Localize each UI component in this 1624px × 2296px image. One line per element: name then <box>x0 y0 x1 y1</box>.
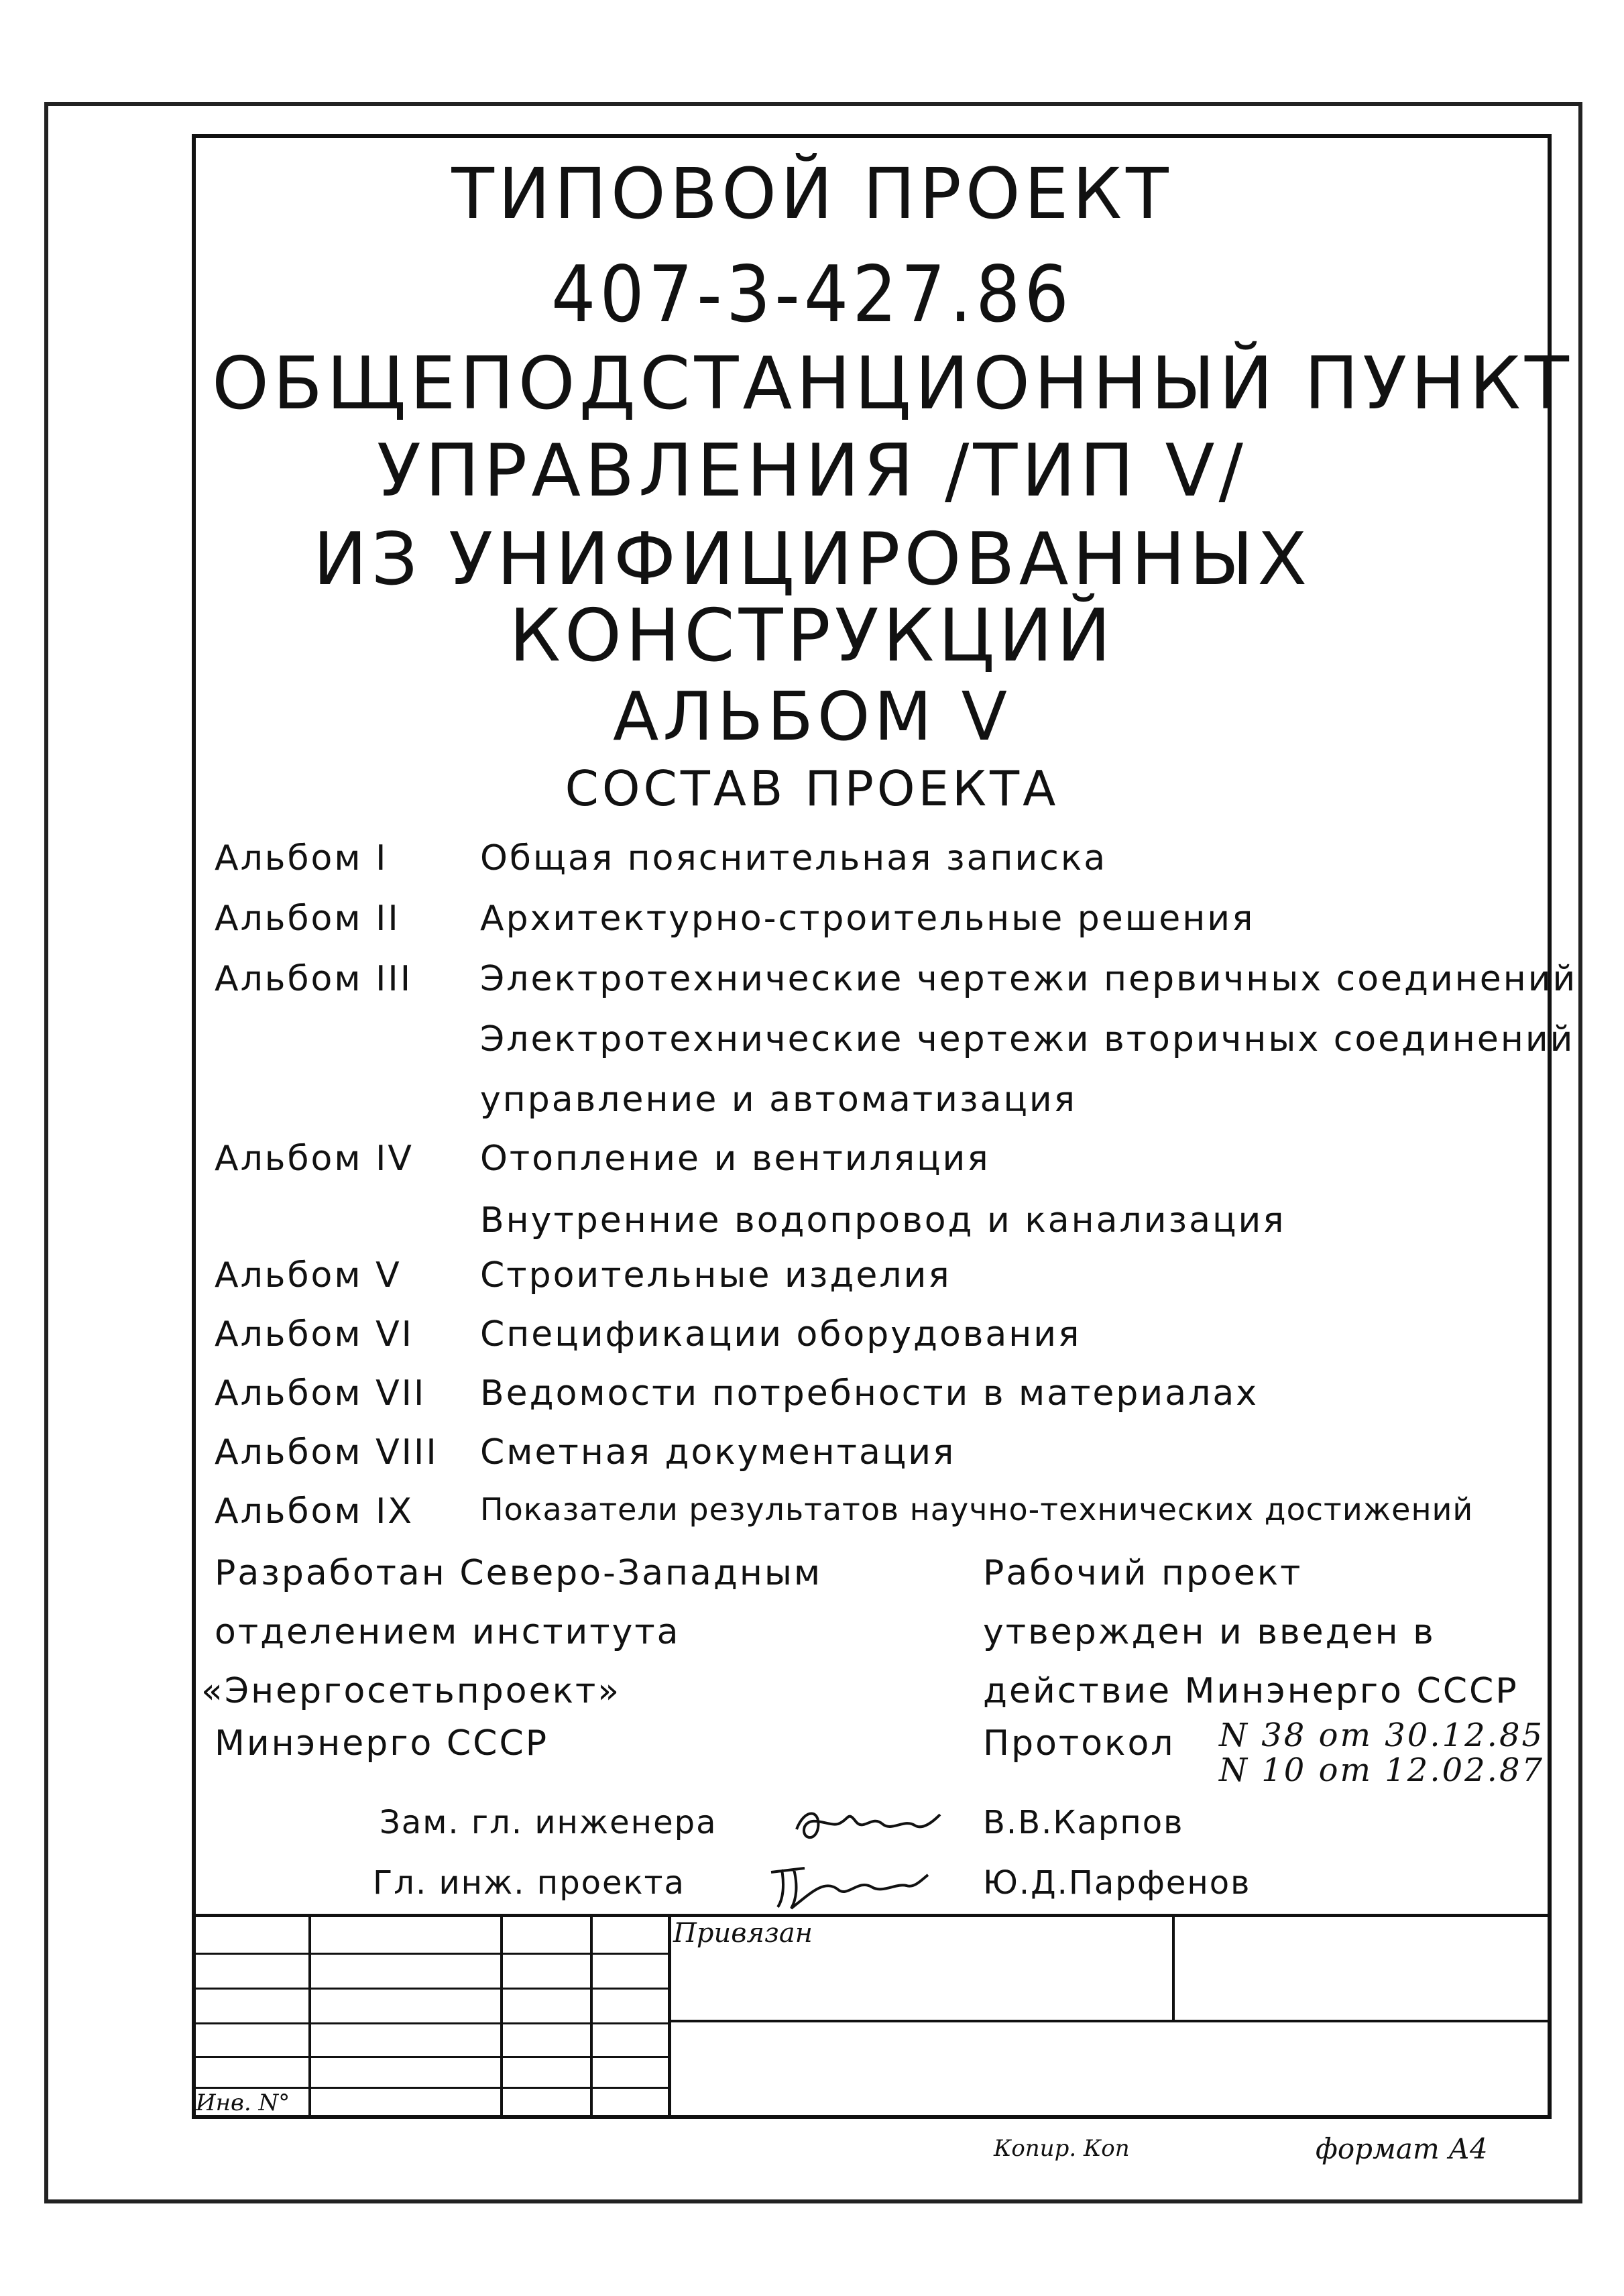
stamp-divider <box>1172 1914 1175 2021</box>
album-description: Показатели результатов научно-технических достижений <box>480 1491 1474 1528</box>
album-label: Альбом VI <box>215 1314 414 1355</box>
signature-name: В.В.Карпов <box>983 1804 1184 1841</box>
approval-line: утвержден и введен в <box>983 1612 1436 1652</box>
stamp-top-rule <box>192 1914 1552 1917</box>
inventory-label: Инв. N° <box>196 2089 290 2116</box>
copy-note: Копир. Коп <box>994 2135 1130 2162</box>
album-description: Архитектурно-строительные решения <box>480 899 1255 939</box>
album-label: Альбом IV <box>215 1139 414 1179</box>
album-description: Ведомости потребности в материалах <box>480 1373 1259 1414</box>
developer-line: Минэнерго СССР <box>215 1723 549 1764</box>
protocol-1: N 38 от 30.12.85 <box>1219 1717 1545 1754</box>
album-description: Отопление и вентиляция <box>480 1139 990 1179</box>
project-name-line-2: УПРАВЛЕНИЯ /ТИП V/ <box>377 429 1247 513</box>
album-label: Альбом V <box>215 1255 402 1296</box>
album-description: Внутренние водопровод и канализация <box>480 1200 1286 1241</box>
signature-mark <box>764 1852 932 1919</box>
album-description: Спецификации оборудования <box>480 1314 1082 1355</box>
project-number: 407-3-427.86 <box>551 249 1073 340</box>
stamp-row <box>192 1953 668 1955</box>
stamp-row <box>192 2056 668 2058</box>
album-description: Электротехнические чертежи первичных соединений <box>480 959 1578 999</box>
developer-line: отделением института <box>215 1612 681 1652</box>
album-title: АЛЬБОМ V <box>613 677 1011 756</box>
signature-role: Гл. инж. проекта <box>373 1864 685 1902</box>
project-name-line-4: КОНСТРУКЦИЙ <box>509 594 1115 678</box>
album-description: управление и автоматизация <box>480 1080 1077 1120</box>
signature-mark <box>791 1794 945 1855</box>
album-label: Альбом VII <box>215 1373 426 1414</box>
protocol-2: N 10 от 12.02.87 <box>1219 1752 1545 1789</box>
album-description: Сметная документация <box>480 1432 956 1473</box>
album-label: Альбом VIII <box>215 1432 439 1473</box>
stamp-row <box>192 1988 668 1990</box>
stamp-divider <box>668 1914 671 2119</box>
stamp-rule <box>668 2020 1552 2022</box>
approval-line: Рабочий проект <box>983 1553 1303 1593</box>
doc-type-title: ТИПОВОЙ ПРОЕКТ <box>451 153 1173 235</box>
developer-line: Разработан Северо-Западным <box>215 1553 823 1593</box>
signature-name: Ю.Д.Парфенов <box>983 1864 1251 1902</box>
approval-line: действие Минэнерго СССР <box>983 1671 1519 1711</box>
format-note: формат А4 <box>1316 2132 1488 2165</box>
album-description: Электротехнические чертежи вторичных соединений <box>480 1019 1575 1059</box>
album-description: Строительные изделия <box>480 1255 951 1296</box>
project-name-line-1: ОБЩЕПОДСТАНЦИОННЫЙ ПУНКТ <box>212 342 1573 426</box>
developer-line: «Энергосетьпроект» <box>201 1671 622 1711</box>
album-label: Альбом IX <box>215 1491 414 1532</box>
attached-label: Привязан <box>673 1918 813 1949</box>
composition-title: СОСТАВ ПРОЕКТА <box>565 760 1059 817</box>
album-label: Альбом II <box>215 899 400 939</box>
project-name-line-3: ИЗ УНИФИЦИРОВАННЫХ <box>312 518 1312 601</box>
album-label: Альбом III <box>215 959 413 999</box>
protocol-label: Протокол <box>983 1723 1175 1764</box>
signature-role: Зам. гл. инженера <box>380 1804 717 1841</box>
album-description: Общая пояснительная записка <box>480 838 1108 878</box>
stamp-row <box>192 2022 668 2024</box>
album-label: Альбом I <box>215 838 388 878</box>
stamp-row <box>192 2087 668 2089</box>
